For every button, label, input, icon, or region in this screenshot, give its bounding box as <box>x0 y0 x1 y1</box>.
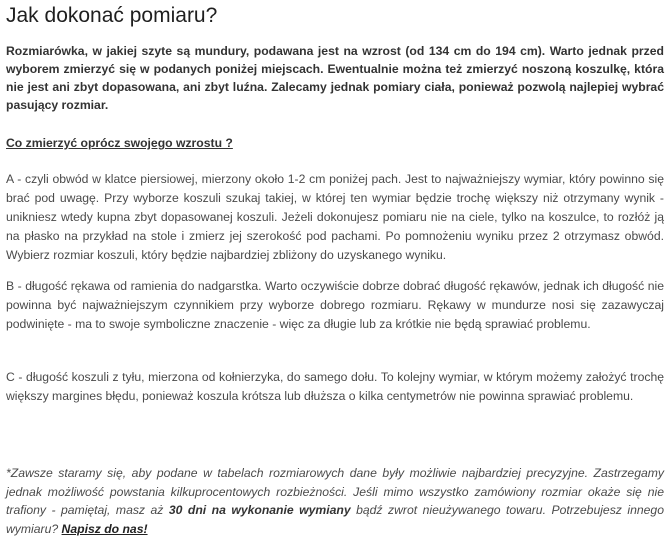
contact-us-link[interactable]: Napisz do nas! <box>61 521 148 536</box>
note-highlight: 30 dni na wykonanie wymiany <box>168 503 351 517</box>
measurement-b-paragraph: B - długość rękawa od ramienia do nadgarstka. Warto oczywiście dobrze dobrać długość rękawów, jednak ich długość nie powinna być najważniejszym czynnikiem przy wyborze dobrego rozmiaru. Rękawy w mundurze nosi się zazawyczaj podwinięte - ma to swoje symboliczne znaczenie - więc za długie lub za krótkie nie będą sprawiać problemu. <box>6 279 664 331</box>
disclaimer-note <box>6 464 664 538</box>
note-text-end: bądź zwrot nieużywanego towaru. Potrzebujesz innego wymiaru? <box>6 503 664 536</box>
measurement-a-paragraph: A - czyli obwód w klatce piersiowej, mierzony około 1-2 cm poniżej pach. Jest to najważniejszy wymiar, który powinno się brać pod uwagę. Przy wyborze koszuli szukaj takiej, w której ten wymiar będzie trochę większy niż otrzymany wynik - unikniesz wtedy kupna zbyt dopasowanej koszuli. Jeżeli dokonujesz pomiaru nie na ciele, tylko na koszulce, to rozłóż ją na płasko na przykład na stole i zmierz jej szerokość pod pachami. Po pomnożeniu wyniku przez 2 otrzymasz obwód. Wybierz rozmiar koszuli, który będzie najbardziej zbliżony do uzyskanego wyniku. <box>6 172 664 262</box>
section-subheading: Co zmierzyć oprócz swojego wzrostu ? <box>6 136 233 150</box>
measurement-c-paragraph: C - długość koszuli z tyłu, mierzona od kołnierzyka, do samego dołu. To kolejny wymiar, w którym możemy założyć trochę większy margines błędu, ponieważ koszula krótsza lub dłuższa o kilka centymetrów nie powinna sprawiać problemu. <box>6 370 664 403</box>
note-text-start: *Zawsze staramy się, aby podane w tabelach rozmiarowych dane były możliwie najbardziej precyzyjne. Zastrzegamy jednak możliwość powstania kilkuprocentowych rozbieżności. Jeśli mimo wszystko zamówiony rozmiar okaże się nie trafiony - pamiętaj, masz aż <box>6 466 664 517</box>
page-title: Jak dokonać pomiaru? <box>6 4 218 27</box>
intro-paragraph: Rozmiarówka, w jakiej szyte są mundury, podawana jest na wzrost (od 134 cm do 194 cm). Warto jednak przed wyborem zmierzyć się w podanych poniżej miejscach. Ewentualnie można też zmierzyć noszoną koszulkę, która nie jest ani zbyt dopasowana, ani zbyt luźna. Zalecamy jednak pomiary ciała, ponieważ pozwolą najlepiej wybrać pasujący rozmiar. <box>6 44 664 112</box>
